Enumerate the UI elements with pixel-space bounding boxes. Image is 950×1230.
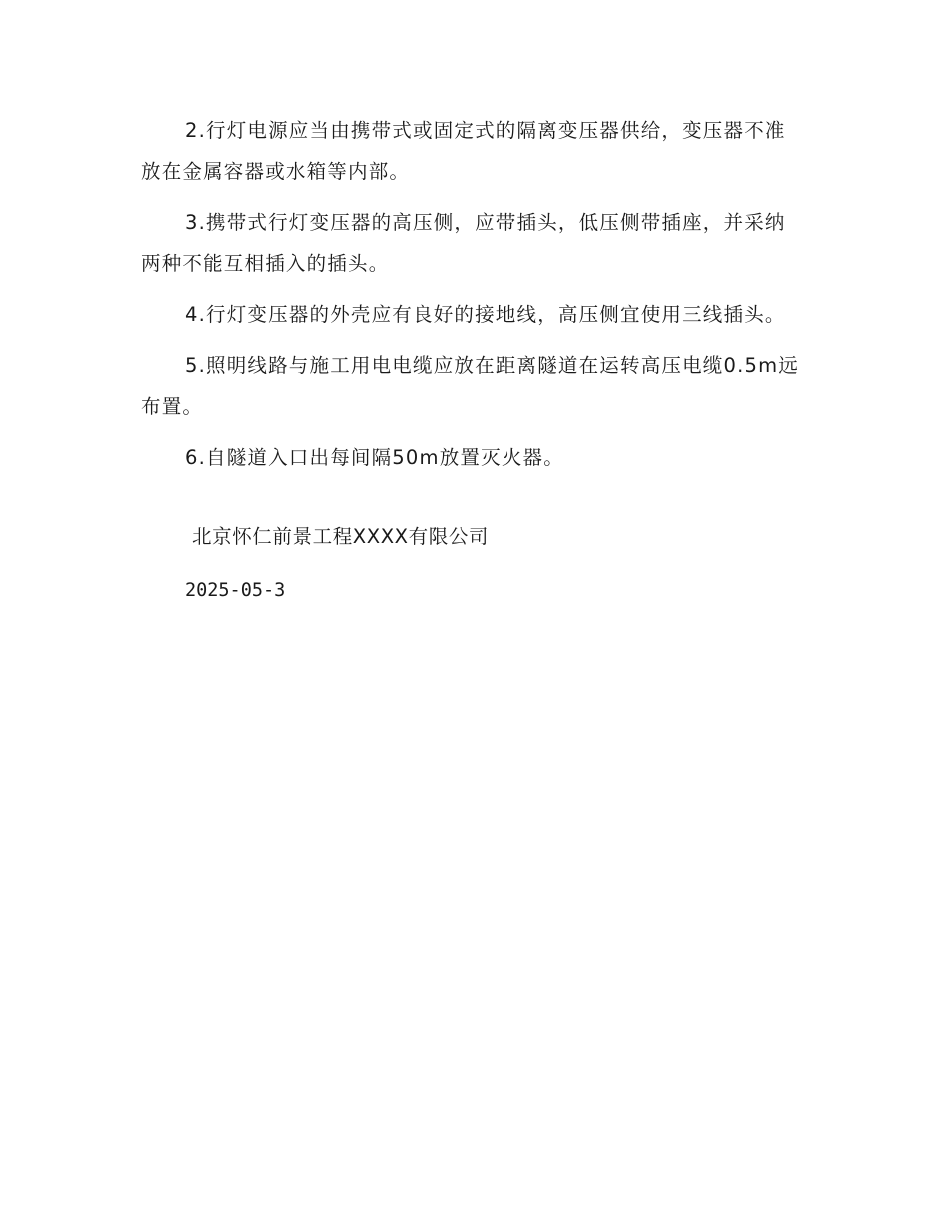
company-name: 北京怀仁前景工程XXXX有限公司 bbox=[192, 525, 490, 548]
paragraph-item-6: 6.自隧道入口出每间隔50m放置灭火器。 bbox=[185, 446, 564, 469]
paragraph-item-3: 3.携带式行灯变压器的高压侧，应带插头，低压侧带插座，并采纳两种不能互相插入的插头。 bbox=[141, 211, 786, 275]
paragraph-item-5: 5.照明线路与施工用电电缆应放在距离隧道在运转高压电缆0.5m远布置。 bbox=[141, 354, 800, 418]
document-date: 2025-05-3 bbox=[185, 580, 286, 601]
paragraph-item-4: 4.行灯变压器的外壳应有良好的接地线，高压侧宜使用三线插头。 bbox=[185, 303, 786, 326]
paragraph-item-2: 2.行灯电源应当由携带式或固定式的隔离变压器供给，变压器不准放在金属容器或水箱等内部。 bbox=[141, 119, 786, 183]
document-body bbox=[141, 110, 801, 488]
